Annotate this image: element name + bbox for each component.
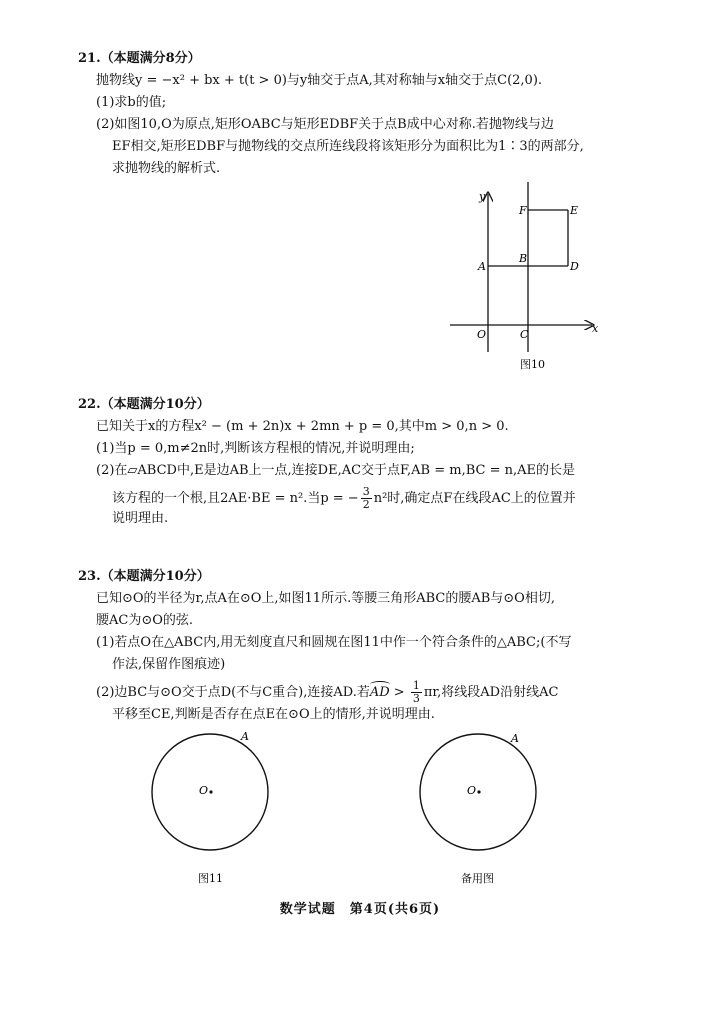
label-O: O <box>477 328 487 341</box>
q22-header: 22.（本题满分10分） <box>78 397 210 412</box>
page-footer: 数学试题 第4页(共6页) <box>279 902 441 917</box>
q23-stem-line2: 腰AC为⊙O的弦. <box>96 613 194 628</box>
figure-11 <box>140 720 290 895</box>
label-F: F <box>519 204 527 217</box>
q22-fraction <box>361 486 372 511</box>
figure-10-caption: 图10 <box>520 358 545 371</box>
q21-part2-line1: (2)如图10,O为原点,矩形OABC与矩形EDBF关于点B成中心对称.若抛物线与边 <box>96 117 554 132</box>
q22-stem: 已知关于x的方程x² − (m + 2n)x + 2mn + p = 0,其中m > 0,n > 0. <box>96 419 509 434</box>
label-E: E <box>570 204 579 217</box>
center-label-O-backup: O <box>467 784 477 797</box>
label-C: C <box>520 328 529 341</box>
figure-backup-caption: 备用图 <box>461 872 494 885</box>
q21-header: 21.（本题满分8分） <box>78 51 201 66</box>
figure-11-caption: 图11 <box>198 872 223 885</box>
q21-part2-line3: 求抛物线的解析式. <box>112 161 221 176</box>
q22-fraction-den: 2 <box>362 498 370 511</box>
arc-AD: AD <box>369 685 390 700</box>
q23-stem-line1: 已知⊙O的半径为r,点A在⊙O上,如图11所示.等腰三角形ABC的腰AB与⊙O相切, <box>96 591 555 606</box>
label-A: A <box>478 260 486 273</box>
q23-part2-line1-start: (2)边BC与⊙O交于点D(不与C重合),连接AD.若 <box>96 685 370 700</box>
label-y: y <box>479 190 486 203</box>
q23-header: 23.（本题满分10分） <box>78 569 210 584</box>
label-x: x <box>592 322 599 335</box>
q21-part2-line2: EF相交,矩形EDBF与抛物线的交点所连线段将该矩形分为面积比为1∶3的两部分, <box>112 139 584 154</box>
center-point-O-backup <box>477 790 480 793</box>
q23-part1-line1: (1)若点O在△ABC内,用无刻度直尺和圆规在图11中作一个符合条件的△ABC;(不写 <box>96 635 572 650</box>
point-label-A-backup: A <box>511 732 519 745</box>
label-D: D <box>570 260 579 273</box>
q22-fraction-num: 3 <box>362 485 370 498</box>
q23-fraction <box>411 680 422 705</box>
q23-fraction-den: 3 <box>412 692 420 705</box>
center-point-O <box>209 790 212 793</box>
q23-inequality: > <box>389 685 409 700</box>
point-label-A: A <box>241 730 249 743</box>
q22-part2-line2 <box>112 486 576 511</box>
q23-fraction-num: 1 <box>412 679 420 692</box>
q23-part1-line2: 作法,保留作图痕迹) <box>112 657 226 672</box>
q23-part2-line1 <box>96 680 558 705</box>
q22-part1: (1)当p = 0,m≠2n时,判断该方程根的情况,并说明理由; <box>96 441 415 456</box>
q22-part2-line1: (2)在▱ABCD中,E是边AB上一点,连接DE,AC交于点F,AB = m,BC = n,AE的长是 <box>96 463 576 478</box>
q22-part2-line3: 说明理由. <box>112 511 169 526</box>
figure-10 <box>440 180 620 380</box>
center-label-O: O <box>199 784 209 797</box>
q21-stem: 抛物线y = −x² + bx + t(t > 0)与y轴交于点A,其对称轴与x轴交于点C(2,0). <box>96 73 543 88</box>
label-B: B <box>519 252 528 265</box>
q22-part2-line2-start: 该方程的一个根,且2AE·BE = n².当p = − <box>112 491 359 506</box>
q22-part2-line2-end: n²时,确定点F在线段AC上的位置并 <box>373 491 576 506</box>
q23-part2-line2: 平移至CE,判断是否存在点E在⊙O上的情形,并说明理由. <box>112 707 435 722</box>
figure-backup <box>405 720 555 895</box>
q21-part1: (1)求b的值; <box>96 95 167 110</box>
q23-part2-line1-end: πr,将线段AD沿射线AC <box>423 685 559 700</box>
